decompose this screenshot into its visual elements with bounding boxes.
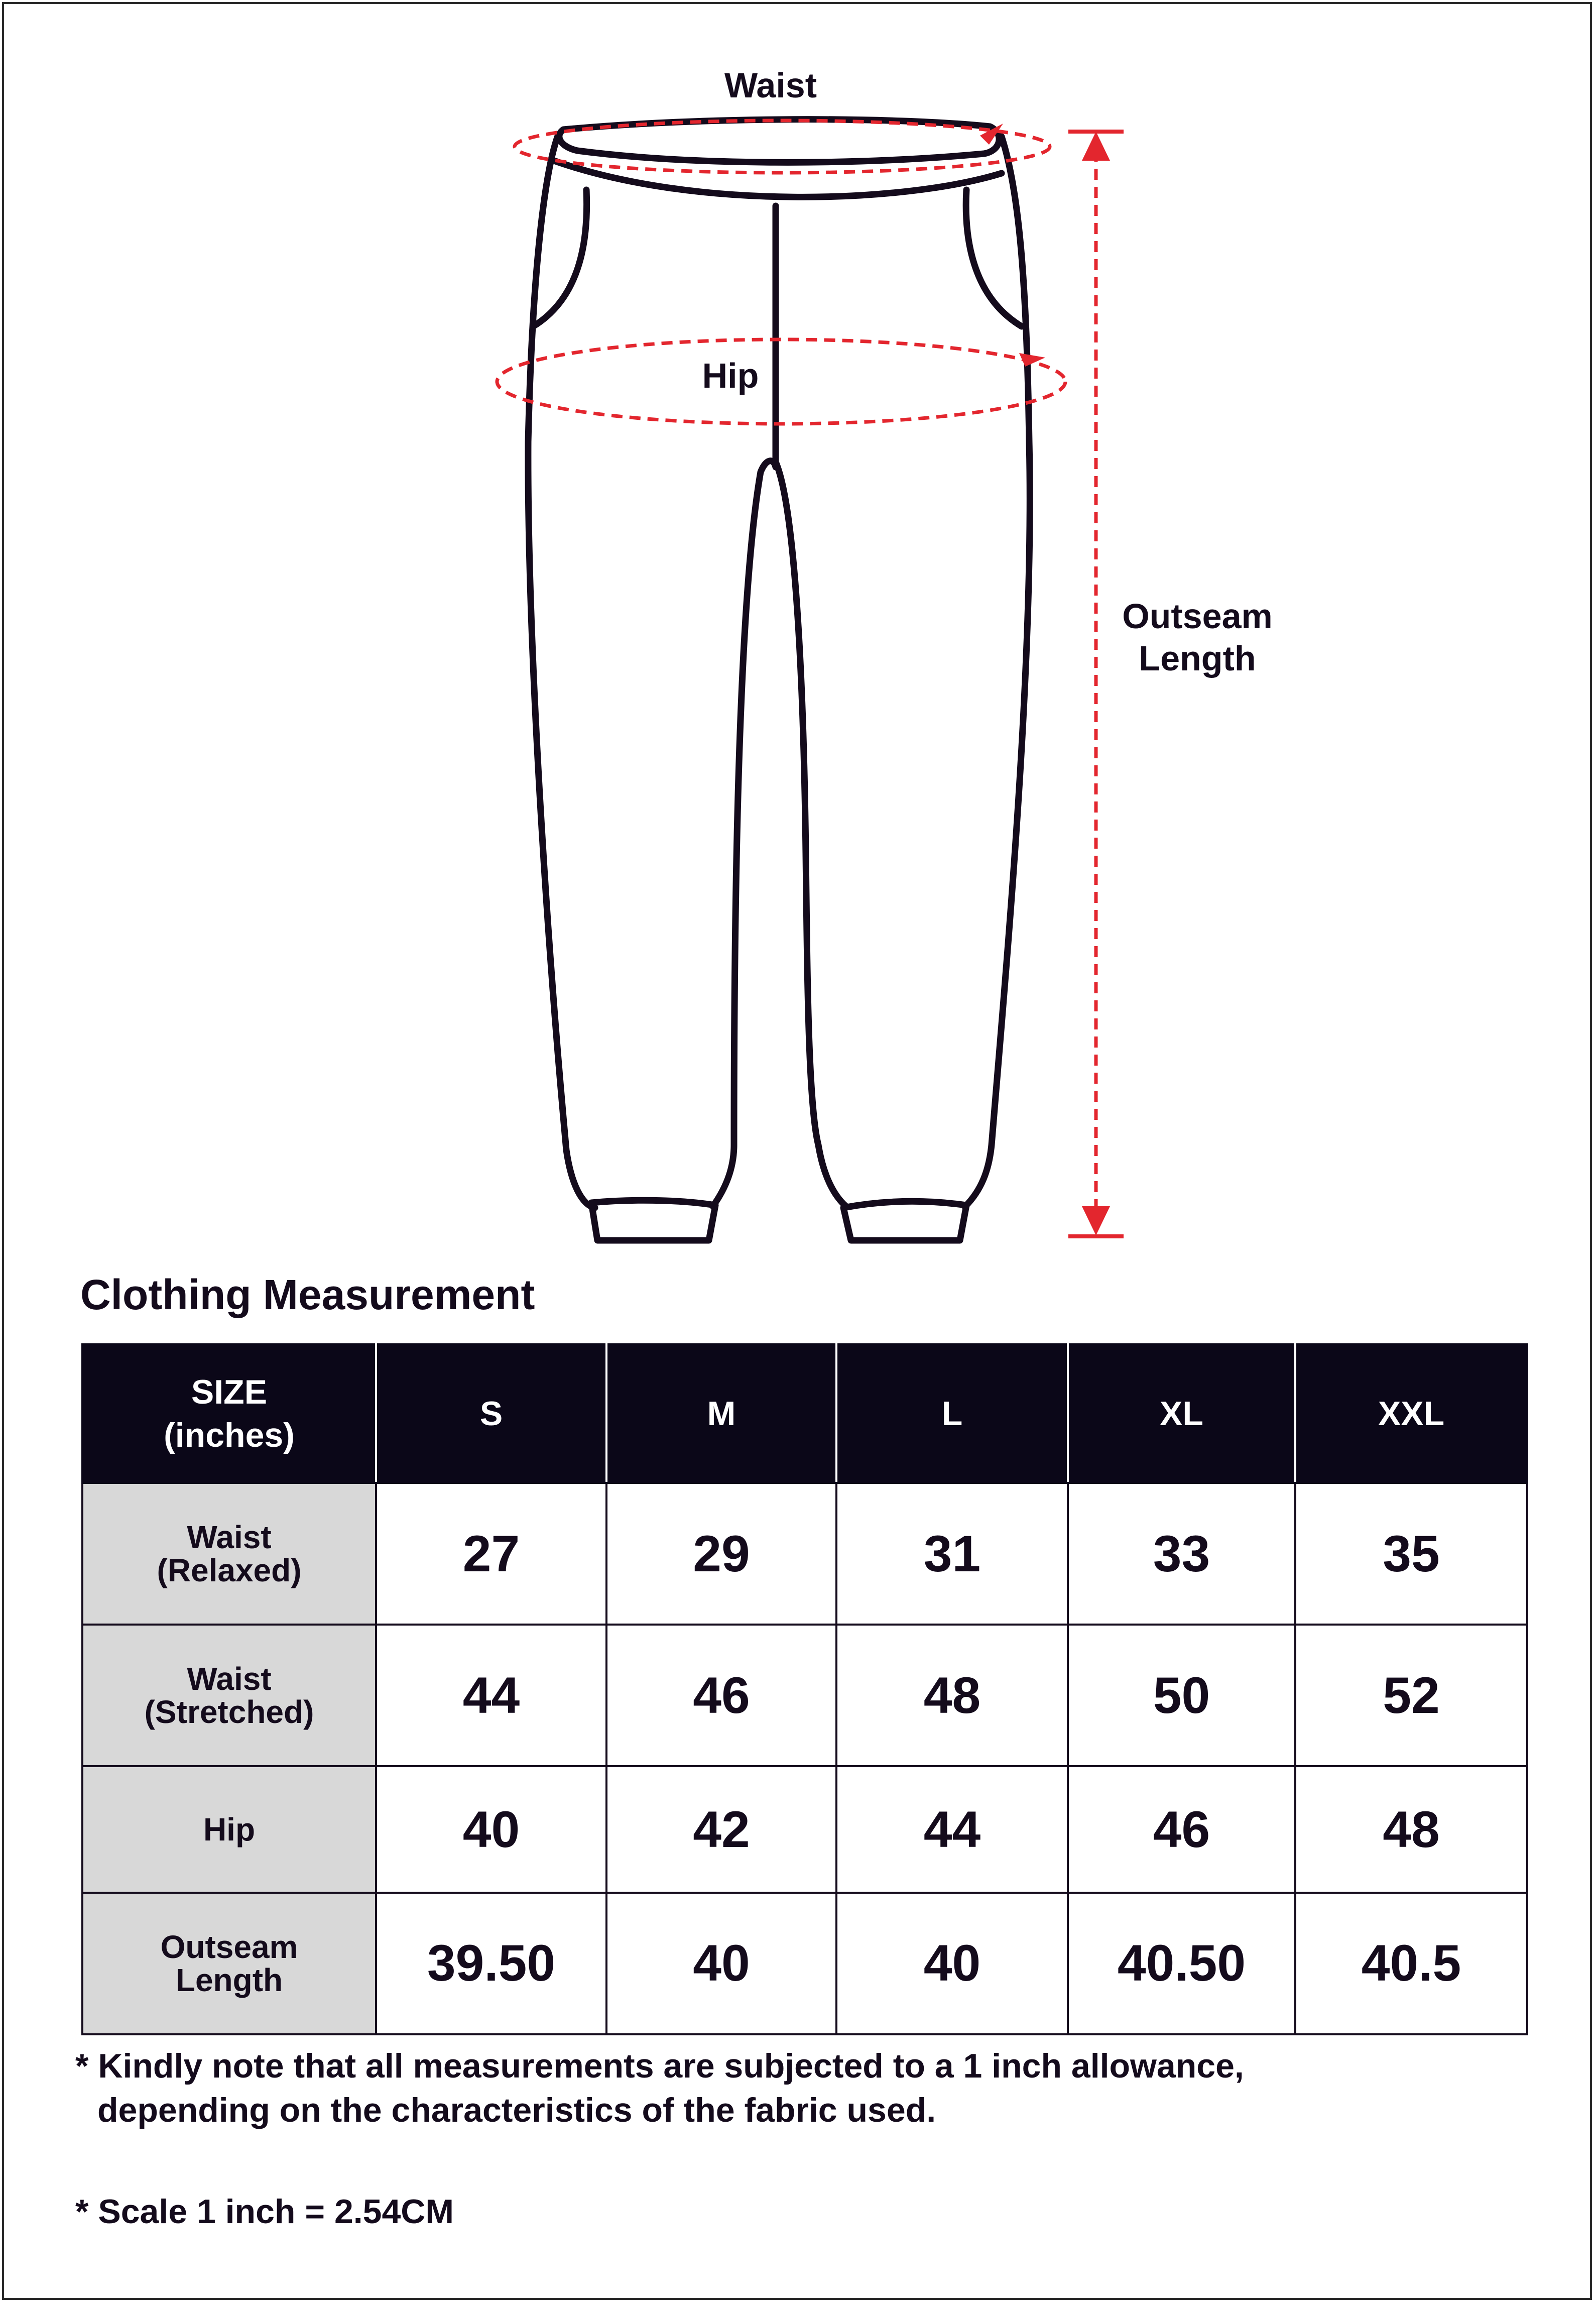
table-cell: 40.5: [1295, 1893, 1527, 2034]
size-unit-header: [82, 1344, 376, 1483]
left-cuff: [591, 1200, 715, 1240]
row-label: [82, 1893, 376, 2034]
outseam-label-line2: Length: [1139, 639, 1256, 678]
header-row: [82, 1344, 1527, 1483]
table-cell: 40: [606, 1893, 836, 2034]
right-outer-seam: [965, 137, 1030, 1207]
allowance-note-line1: * Kindly note that all measurements are subjected to a 1 inch allowance,: [75, 2047, 1244, 2085]
table-cell: 40: [376, 1766, 606, 1892]
table-cell: 39.50: [376, 1893, 606, 2034]
size-header: XXL: [1295, 1344, 1527, 1483]
row-label-line2: (Relaxed): [157, 1552, 302, 1589]
table-cell: 31: [836, 1483, 1068, 1625]
right-inner-seam: [776, 462, 846, 1206]
row-label-line2: (Stretched): [144, 1694, 314, 1731]
size-header: L: [836, 1344, 1068, 1483]
table-cell: 46: [606, 1625, 836, 1766]
allowance-note-line2: depending on the characteristics of the fabric used.: [97, 2091, 936, 2129]
table-row: [82, 1893, 1527, 2034]
table-cell: 46: [1068, 1766, 1295, 1892]
row-label: [82, 1766, 376, 1892]
right-cuff: [843, 1201, 966, 1240]
table-row: [82, 1625, 1527, 1766]
table-cell: 48: [836, 1625, 1068, 1766]
size-header-line1: SIZE: [191, 1373, 268, 1411]
table-cell: 48: [1295, 1766, 1527, 1892]
scale-note: * Scale 1 inch = 2.54CM: [75, 2193, 454, 2231]
table-cell: 50: [1068, 1625, 1295, 1766]
table-cell: 44: [836, 1766, 1068, 1892]
hip-label: Hip: [702, 356, 759, 395]
right-pocket: [966, 190, 1022, 326]
table-cell: 40: [836, 1893, 1068, 2034]
table-row: [82, 1766, 1527, 1892]
allowance-note: [75, 2044, 1244, 2132]
size-header: M: [606, 1344, 836, 1483]
size-header-line2: (inches): [164, 1416, 295, 1454]
table-cell: 44: [376, 1625, 606, 1766]
table-cell: 42: [606, 1766, 836, 1892]
waist-label: Waist: [724, 66, 817, 105]
chart-title: Clothing Measurement: [80, 1271, 535, 1318]
row-label: [82, 1483, 376, 1625]
outseam-length-label: [1084, 595, 1310, 679]
outseam-bottom-arrow: [1082, 1206, 1110, 1235]
table-cell: 29: [606, 1483, 836, 1625]
row-label: [82, 1625, 376, 1766]
table-cell: 52: [1295, 1625, 1527, 1766]
row-label-line1: Outseam: [160, 1928, 298, 1965]
size-header: XL: [1068, 1344, 1295, 1483]
row-label-line1: Waist: [187, 1519, 272, 1556]
outseam-top-arrow: [1082, 132, 1110, 161]
row-label-line2: Length: [175, 1962, 283, 1998]
size-header: S: [376, 1344, 606, 1483]
row-label-line1: Hip: [203, 1811, 256, 1848]
outseam-label-line1: Outseam: [1122, 597, 1273, 636]
table-cell: 35: [1295, 1483, 1527, 1625]
left-inner-seam: [713, 461, 776, 1206]
row-label-line1: Waist: [187, 1661, 272, 1697]
table-cell: 33: [1068, 1483, 1295, 1625]
table-row: [82, 1483, 1527, 1625]
table-cell: 40.50: [1068, 1893, 1295, 2034]
size-table: [81, 1343, 1528, 2035]
table-cell: 27: [376, 1483, 606, 1625]
